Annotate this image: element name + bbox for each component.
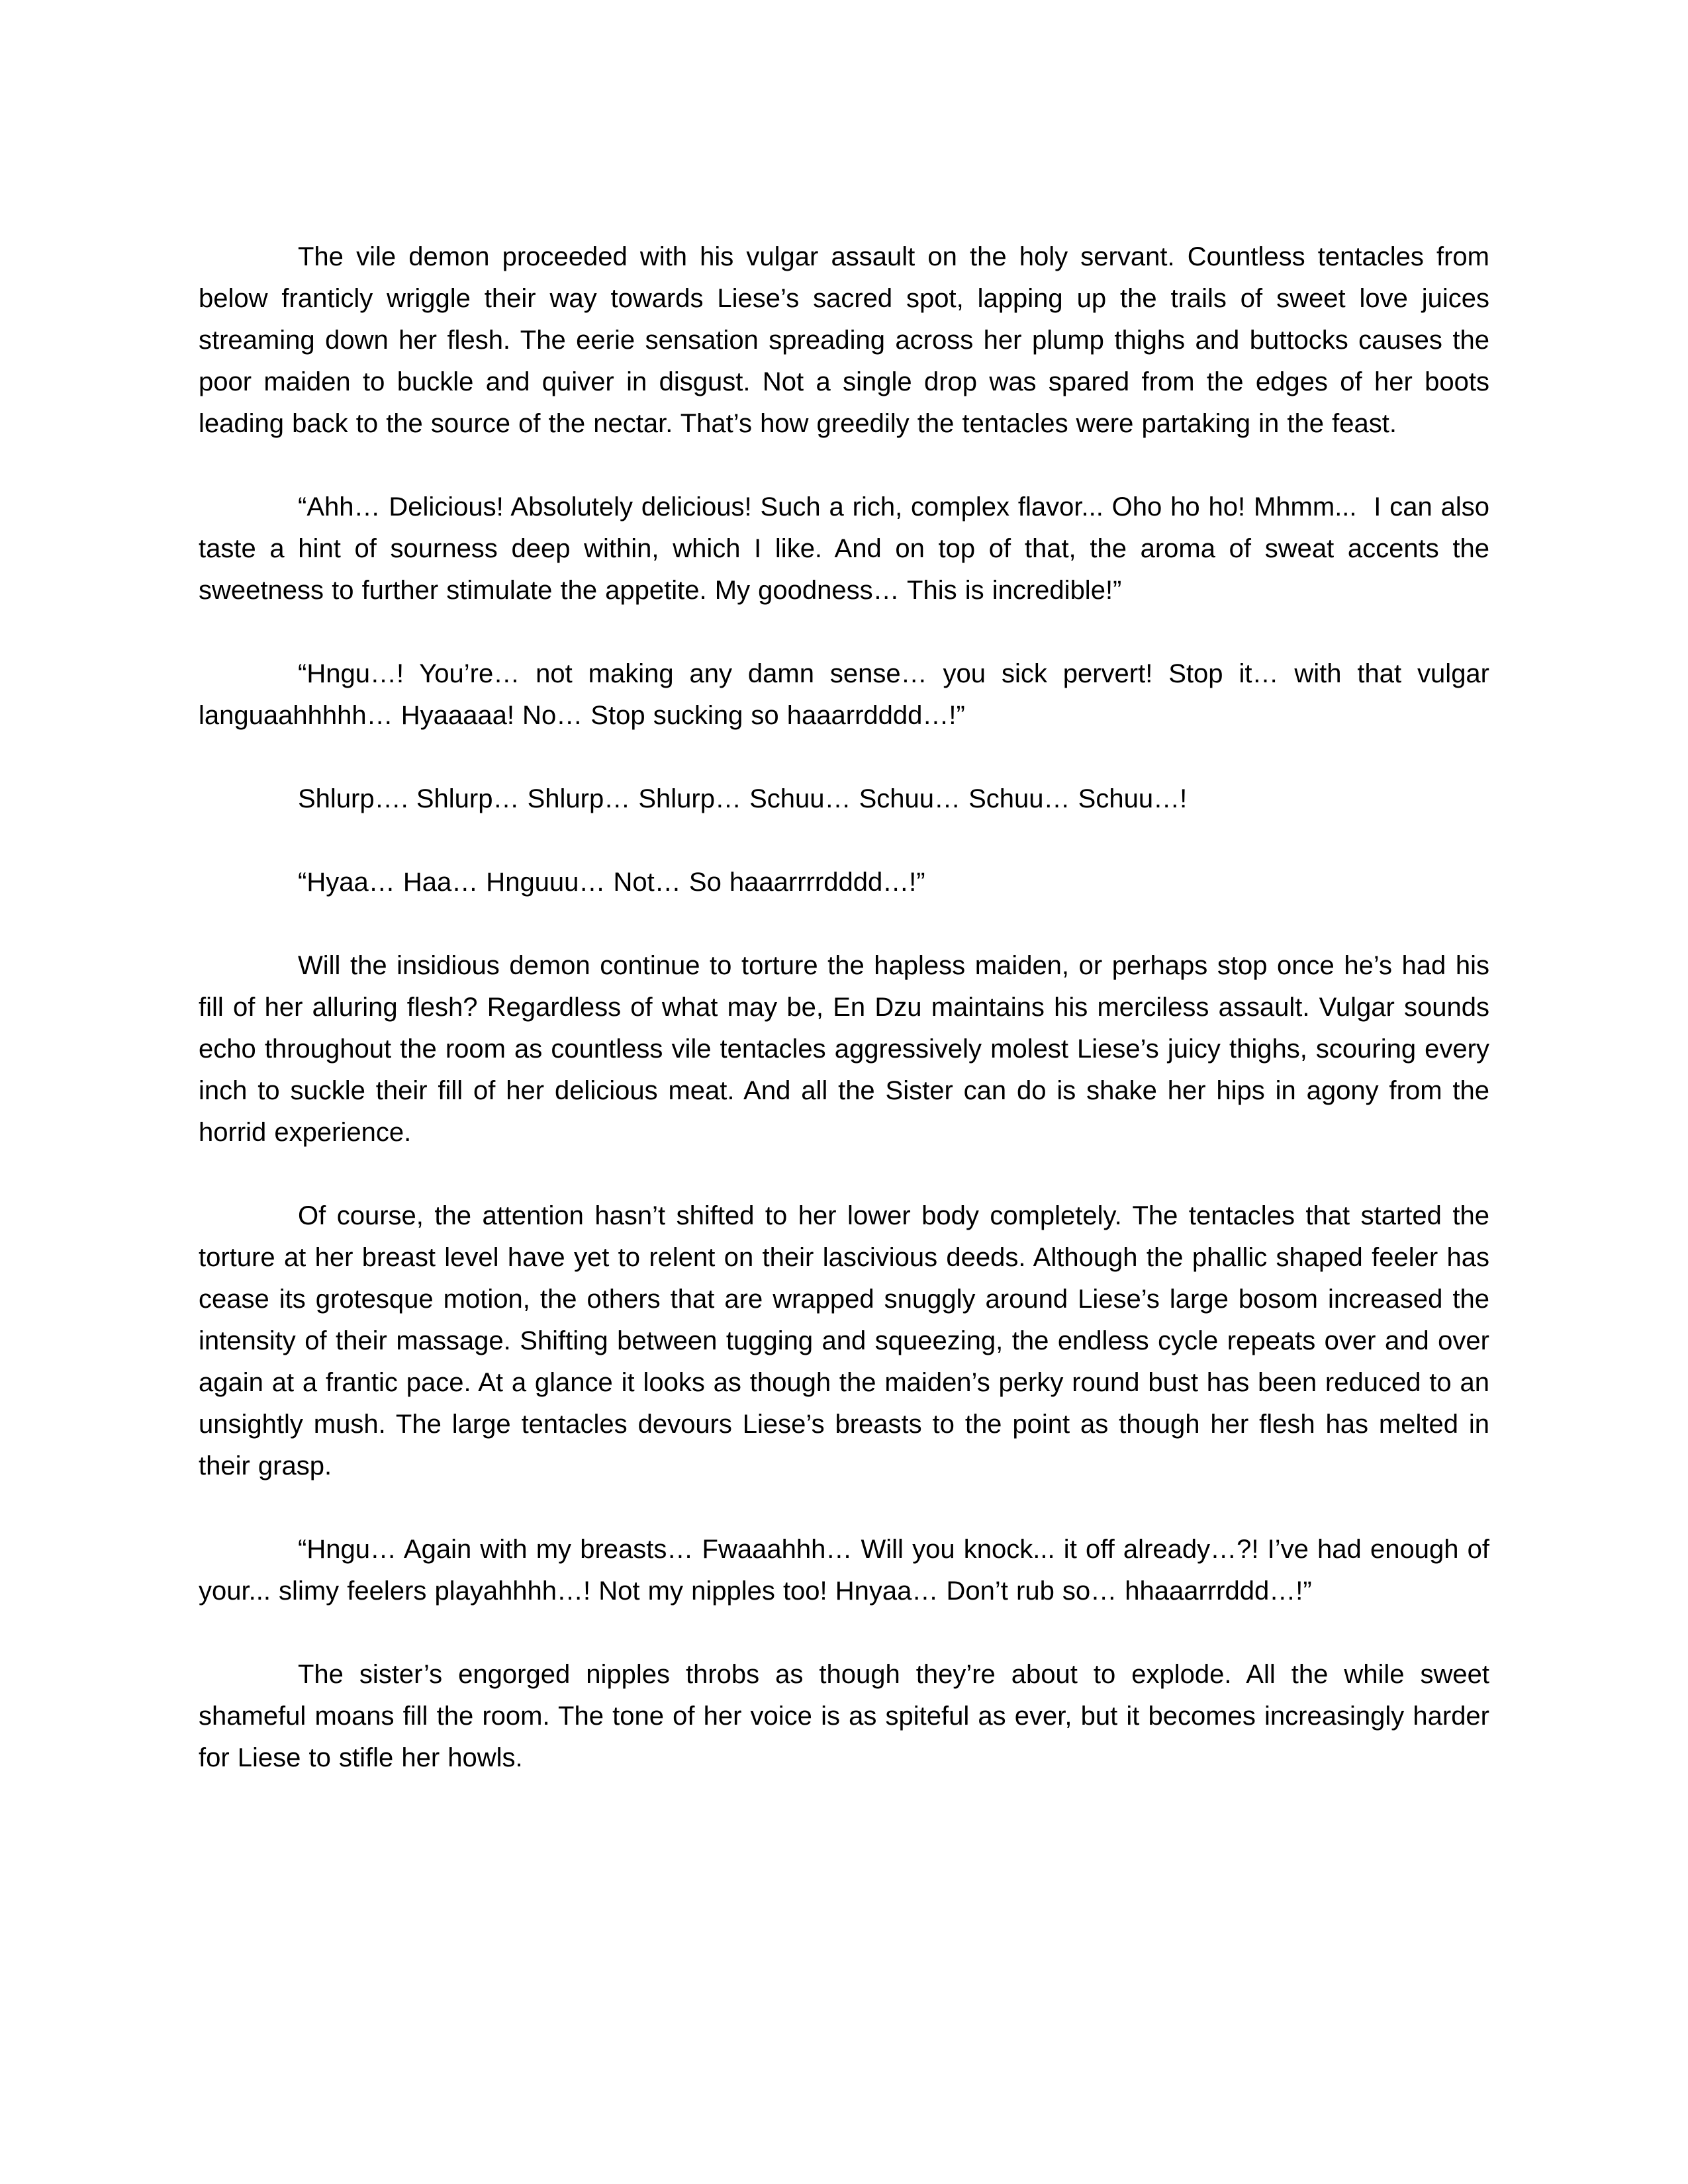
paragraph-dialogue-3: “Hyaa… Haa… Hnguuu… Not… So haaarrrrdddd…!” <box>298 868 925 897</box>
document-body <box>199 236 1489 1779</box>
paragraph-narration-1: The vile demon proceeded with his vulgar assault on the holy servant. Countless tentacles from below franticly wriggle their way towards Liese’s sacred spot, lapping up the trails of sweet love juices streaming down her flesh. The eerie sensation spreading across her plump thighs and buttocks causes the poor maiden to buckle and quiver in disgust. Not a single drop was spared from the edges of her boots leading back to the source of the nectar. That’s how greedily the tentacles were partaking in the feast. <box>199 242 1489 438</box>
paragraph-sfx: Shlurp…. Shlurp… Shlurp… Shlurp… Schuu… Schuu… Schuu… Schuu…! <box>298 784 1188 813</box>
paragraph-dialogue-4: “Hngu… Again with my breasts… Fwaaahhh… Will you knock... it off already…?! I’ve had enough of your... slimy feelers playahhhh…! Not my nipples too! Hnyaa… Don’t rub so… hhaaarrrddd…!” <box>199 1535 1489 1606</box>
paragraph-dialogue-1: “Ahh… Delicious! Absolutely delicious! Such a rich, complex flavor... Oho ho ho! Mhmm... I can also taste a hint of sourness deep within, which I like. And on top of that, the aroma of sweat accents the sweetness to further stimulate the appetite. My goodness… This is incredible!” <box>199 492 1489 605</box>
paragraph-narration-2: Will the insidious demon continue to torture the hapless maiden, or perhaps stop once he’s had his fill of her alluring flesh? Regardless of what may be, En Dzu maintains his merciless assault. Vulgar sounds echo throughout the room as countless vile tentacles aggressively molest Liese’s juicy thighs, scouring every inch to suckle their fill of her delicious meat. And all the Sister can do is shake her hips in agony from the horrid experience. <box>199 951 1489 1147</box>
paragraph-narration-3: Of course, the attention hasn’t shifted to her lower body completely. The tentacles that started the torture at her breast level have yet to relent on their lascivious deeds. Although the phallic shaped feeler has cease its grotesque motion, the others that are wrapped snuggly around Liese’s large bosom increased the intensity of their massage. Shifting between tugging and squeezing, the endless cycle repeats over and over again at a frantic pace. At a glance it looks as though the maiden’s perky round bust has been reduced to an unsightly mush. The large tentacles devours Liese’s breasts to the point as though her flesh has melted in their grasp. <box>199 1201 1489 1480</box>
paragraph-narration-4: The sister’s engorged nipples throbs as though they’re about to explode. All the while sweet shameful moans fill the room. The tone of her voice is as spiteful as ever, but it becomes increasingly harder for Liese to stifle her howls. <box>199 1660 1489 1772</box>
paragraph-dialogue-2: “Hngu…! You’re… not making any damn sense… you sick pervert! Stop it… with that vulgar languaahhhhh… Hyaaaaa! No… Stop sucking so haaarrdddd…!” <box>199 659 1489 730</box>
